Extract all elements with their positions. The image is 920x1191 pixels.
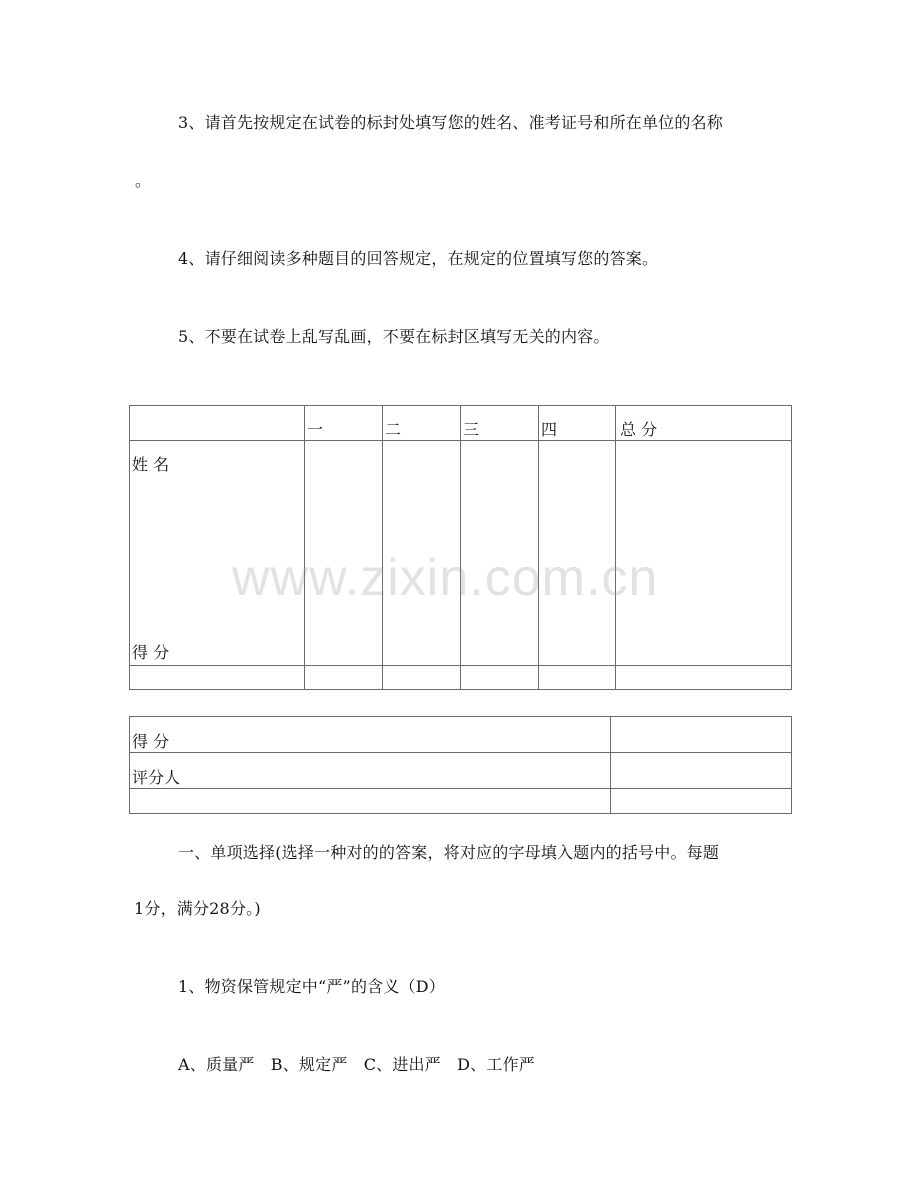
grader-score-value[interactable] bbox=[611, 717, 792, 753]
score-table-header-total: 总 分 bbox=[616, 406, 792, 441]
score-table-body-row bbox=[130, 441, 792, 666]
score-cell-3[interactable] bbox=[461, 441, 539, 666]
score-table-header-row bbox=[130, 406, 792, 441]
grader-empty-cell-0 bbox=[130, 789, 611, 814]
section1-heading-line2: 1分，满分28分。) bbox=[134, 899, 261, 918]
grader-table-score-row bbox=[130, 717, 792, 753]
score-table-footer-row bbox=[130, 666, 792, 690]
question1-stem: 1、物资保管规定中“严”的含义（D） bbox=[178, 977, 445, 996]
footer-cell-4 bbox=[539, 666, 616, 690]
footer-cell-5 bbox=[616, 666, 792, 690]
grader-table-grader-row bbox=[130, 753, 792, 789]
score-table bbox=[129, 405, 792, 690]
footer-cell-1 bbox=[305, 666, 383, 690]
score-table-header-blank bbox=[130, 406, 305, 441]
grader-table bbox=[129, 716, 792, 814]
score-table-header-4: 四 bbox=[539, 406, 616, 441]
score-cell-total[interactable] bbox=[616, 441, 792, 666]
section1-heading-line1: 一、单项选择(选择一种对的的答案，将对应的字母填入题内的括号中。每题 bbox=[178, 843, 720, 862]
score-table-header-3: 三 bbox=[461, 406, 539, 441]
instruction-4: 4、请仔细阅读多种题目的回答规定，在规定的位置填写您的答案。 bbox=[178, 249, 659, 268]
score-cell-4[interactable] bbox=[539, 441, 616, 666]
grader-table-empty-row bbox=[130, 789, 792, 814]
question1-options: A、质量严 B、规定严 C、进出严 D、工作严 bbox=[178, 1055, 535, 1074]
grader-score-label: 得 分 bbox=[130, 717, 611, 753]
score-cell-1[interactable] bbox=[305, 441, 383, 666]
name-score-cell bbox=[130, 441, 305, 666]
instruction-5: 5、不要在试卷上乱写乱画，不要在标封区填写无关的内容。 bbox=[178, 327, 610, 346]
instruction-3-line2: 。 bbox=[135, 171, 152, 190]
score-table-header-2: 二 bbox=[383, 406, 461, 441]
instruction-3-line1: 3、请首先按规定在试卷的标封处填写您的姓名、准考证号和所在单位的名称 bbox=[178, 113, 723, 132]
watermark: www.zixin.com.cn bbox=[232, 549, 659, 607]
score-cell-2[interactable] bbox=[383, 441, 461, 666]
score-table-header-1: 一 bbox=[305, 406, 383, 441]
footer-cell-0 bbox=[130, 666, 305, 690]
grader-name-value[interactable] bbox=[611, 753, 792, 789]
footer-cell-3 bbox=[461, 666, 539, 690]
name-label: 姓 名 bbox=[132, 455, 170, 474]
score-label: 得 分 bbox=[132, 643, 170, 662]
grader-empty-cell-1 bbox=[611, 789, 792, 814]
footer-cell-2 bbox=[383, 666, 461, 690]
grader-name-label: 评分人 bbox=[130, 753, 611, 789]
